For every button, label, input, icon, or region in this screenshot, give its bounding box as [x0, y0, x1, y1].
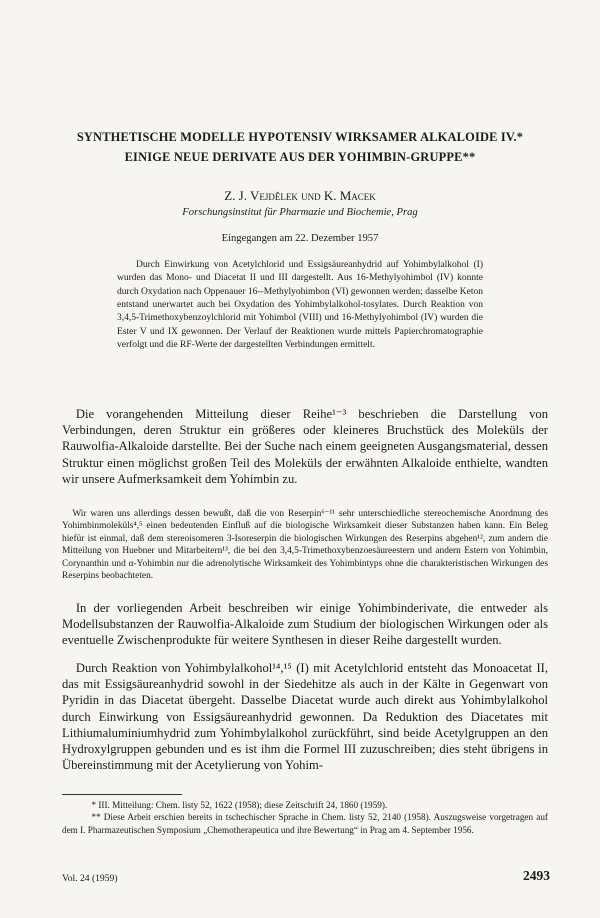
authors: Z. J. Vejdělek und K. Macek [224, 188, 376, 203]
title-line-1: SYNTHETISCHE MODELLE HYPOTENSIV WIRKSAMER ALKALOIDE IV.* [76, 130, 524, 144]
footnotes [62, 799, 548, 836]
abstract: Durch Einwirkung von Acetylchlorid und Essigsäureanhydrid auf Yohimbylalkohol (I) wurden das Mono- und Diacetat II und III dargestellt. Aus 16-Methylyohimbol (IV) konnte durch Oxydation nach Oppenauer 16--Methylyohimbon (VI) gewonnen werden; dasselbe Keton entstand unerwartet auch bei Oxydation des Yohimbylalkohol-tosylates. Durch Reaktion von 3,4,5-Trimethoxybenzoylchlorid mit Yohimbol (VIII) und 16-Methylyohimbol (IV) wurden die Ester V und IX gewonnen. Der Verlauf der Reaktionen wurde mittels Papierchromatographie verfolgt und die RF-Werte der dargestellten Verbindungen ermittelt. [117, 260, 483, 351]
footnote-1: * III. Mitteilung: Chem. listy 52, 1622 (1958); diese Zeitschrift 24, 1860 (1959). [91, 800, 388, 810]
footer-volume: Vol. 24 (1959) [62, 873, 118, 884]
paragraph-4: Durch Reaktion von Yohimbylalkohol¹⁴,¹⁵ (I) mit Acetylchlorid entsteht das Monoacetat II, das mit Essigsäureanhydrid sowohl in der Siedehitze als auch in der Kälte in Gegenwart von Pyridin in das Diacetat übergeht. Dasselbe Diacetat wurde auch direkt aus Yohimbylalkohol durch Einwirkung von Essigsäureanhydrid gewonnen. Da Reduktion des Diacetates mit Lithiumaluminiumhydrid zum Yohimbylalkohol zurückführt, sind beide Acetylgruppen an den Hydroxylgruppen gebunden und es ist ihm die Formel III zuzuschreiben; dies steht übrigens in Übereinstimmung mit der Acetylierung von Yohim- [62, 661, 548, 773]
received-date: Eingegangen am 22. Dezember 1957 [221, 233, 379, 244]
paragraph-1: Die vorangehenden Mitteilung dieser Reihe¹⁻³ beschrieben die Darstellung von Verbindungen, deren Struktur ein größeres oder kleineres Bruchstück des Moleküls der Rauwolfia-Alkaloide darstellte. Bei der Suche nach einem geeigneten Ausgangsmaterial, dessen Struktur einen möglichst großen Teil des Moleküls der erwähnten Alkaloide enthielte, wandten wir unsere Aufmerksamkeit dem Yohimbin zu. [62, 407, 548, 486]
title-line-2: EINIGE NEUE DERIVATE AUS DER YOHIMBIN-GRUPPE** [124, 150, 476, 164]
paragraph-3: In der vorliegenden Arbeit beschreiben wir einige Yohimbinderivate, die entweder als Modellsubstanzen der Rauwolfia-Alkaloide zum Studium der biologischen Wirkungen oder als eventuelle Zwischenprodukte für weitere Synthesen in dieser Reihe dargestellt wurden. [62, 601, 548, 648]
paragraph-2-small: Wir waren uns allerdings dessen bewußt, daß die von Reserpin⁶⁻¹¹ sehr unterschiedliche stereochemische Anordnung des Yohimbinmoleküls⁴,⁵ einen bedeutenden Einfluß auf die biologische Wirksamkeit dieser Substanzen haben kann. Ein Beleg hiefür ist einmal, daß dem stereoisomeren 3-Isoreserpin die biologischen Wirkungen des Reserpins abgehen¹², zum andern die Mitteilung von Huebner und Mitarbeitern¹³, die bei den 3,4,5-Trimethoxybenzoesäureestern und andern Estern von Yohimbin, Corynanthin und α-Yohimbin nur die adrenolytische Wirksamkeit des Yohimbintyps ohne die charakteristischen Wirkungen des Reserpins beobachteten. [62, 509, 548, 582]
affiliation: Forschungsinstitut für Pharmazie und Biochemie, Prag [182, 207, 418, 218]
footnote-2: ** Diese Arbeit erschien bereits in tschechischer Sprache in Chem. listy 52, 2140 (1958). Auszugsweise vorgetragen auf dem I. Pharmazeutischen Symposium „Chemotherapeutica und ihre Bewertung“ in Prag am 4. September 1956. [62, 812, 548, 835]
footnote-rule [62, 794, 182, 795]
article-title [20, 127, 580, 167]
page-number: 2493 [523, 868, 550, 883]
